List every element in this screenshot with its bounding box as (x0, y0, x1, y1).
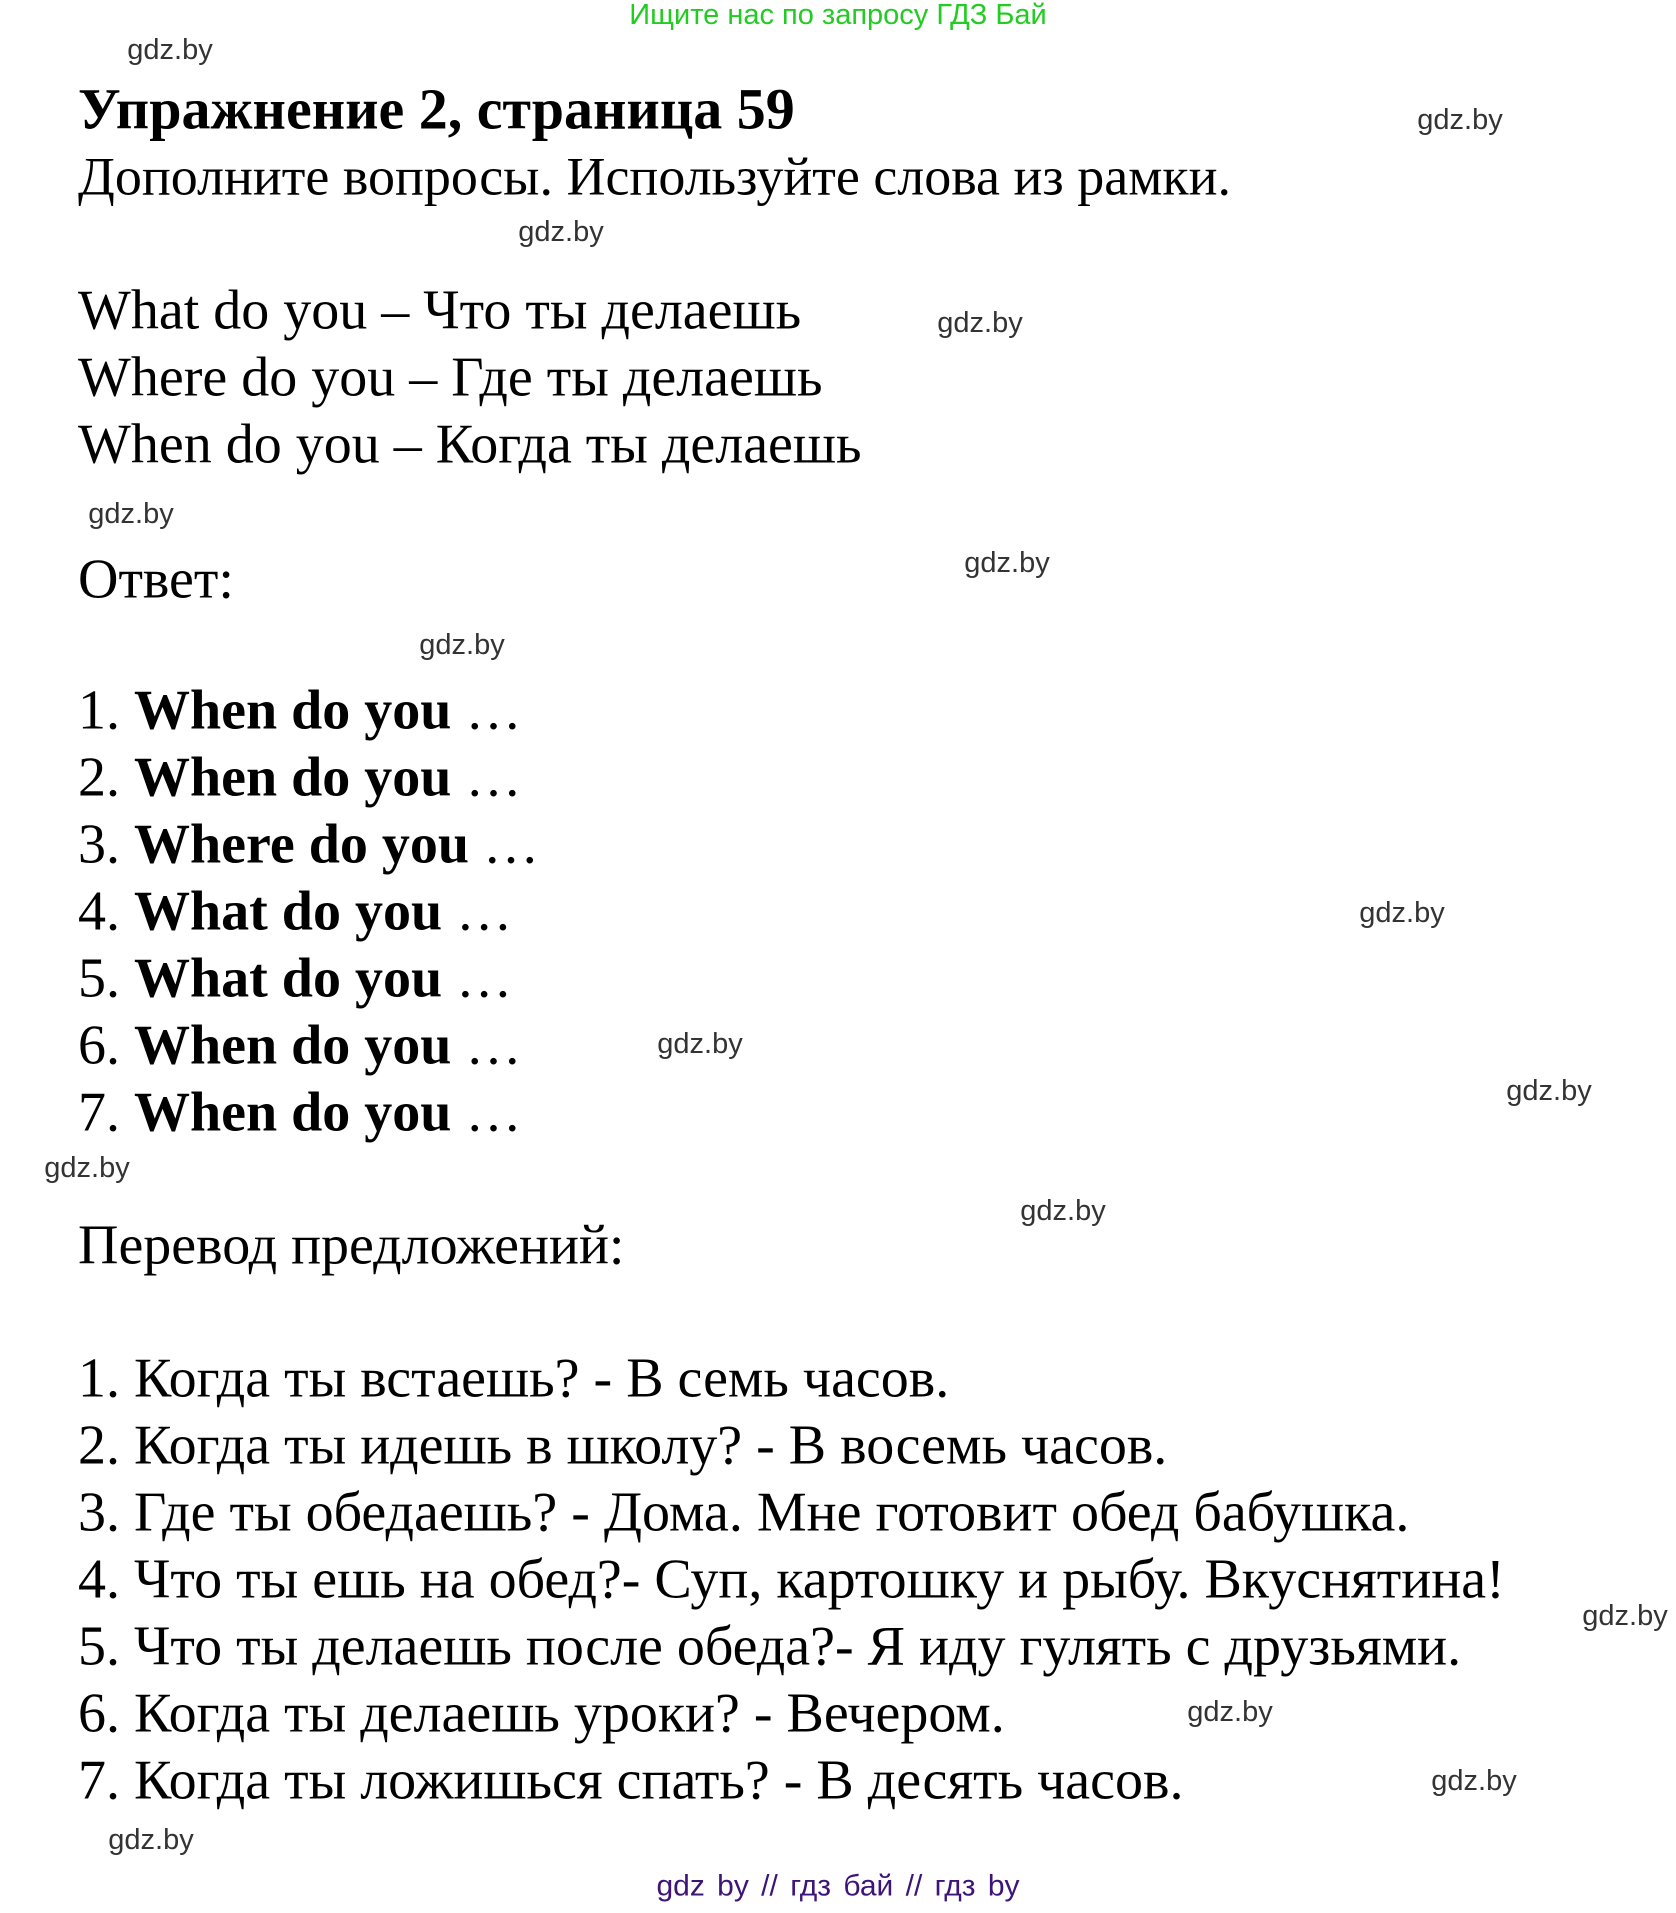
answer-number: 2. (78, 746, 120, 809)
watermark: gdz.by (1417, 103, 1503, 136)
watermark: gdz.by (1359, 896, 1445, 929)
answer-number: 7. (78, 1081, 120, 1144)
watermark: gdz.by (1431, 1764, 1517, 1797)
box-word: When do you – Когда ты делаешь (78, 413, 862, 476)
answer-item (78, 947, 513, 1010)
answer-phrase: When do you (134, 1014, 452, 1077)
watermark: gdz.by (1506, 1074, 1592, 1107)
watermark: gdz.by (1020, 1194, 1106, 1227)
answer-item (78, 813, 539, 876)
translation-line: 4. Что ты ешь на обед?- Суп, картошку и рыбу. Вкуснятина! (78, 1548, 1505, 1611)
answer-number: 5. (78, 947, 120, 1010)
answer-item (78, 880, 513, 943)
answer-ellipsis: … (465, 746, 522, 809)
answer-number: 1. (78, 679, 120, 742)
answer-ellipsis: … (465, 1081, 522, 1144)
answer-item (78, 746, 522, 809)
answer-phrase: Where do you (134, 813, 469, 876)
page-title: Упражнение 2, страница 59 (78, 76, 795, 142)
translation-label: Перевод предложений: (78, 1214, 625, 1277)
watermark: gdz.by (1582, 1599, 1668, 1632)
answer-ellipsis: … (465, 679, 522, 742)
watermark: gdz.by (657, 1027, 743, 1060)
translation-line: 5. Что ты делаешь после обеда?- Я иду гулять с друзьями. (78, 1615, 1462, 1678)
answer-number: 3. (78, 813, 120, 876)
instruction: Дополните вопросы. Используйте слова из рамки. (78, 146, 1232, 207)
answer-ellipsis: … (456, 880, 513, 943)
box-word: Where do you – Где ты делаешь (78, 346, 823, 409)
watermark: gdz.by (88, 497, 174, 530)
watermark: gdz.by (44, 1151, 130, 1184)
translation-line: 2. Когда ты идешь в школу? - В восемь часов. (78, 1414, 1168, 1477)
watermark: gdz.by (1187, 1695, 1273, 1728)
translation-line: 6. Когда ты делаешь уроки? - Вечером. (78, 1682, 1005, 1745)
answer-phrase: What do you (134, 880, 443, 943)
answer-phrase: What do you (134, 947, 443, 1010)
translation-line: 7. Когда ты ложишься спать? - В десять часов. (78, 1749, 1184, 1812)
answer-number: 4. (78, 880, 120, 943)
answer-phrase: When do you (134, 679, 452, 742)
watermark: gdz.by (937, 306, 1023, 339)
watermark: gdz.by (964, 546, 1050, 579)
answer-ellipsis: … (483, 813, 539, 876)
watermark: gdz.by (419, 628, 505, 661)
translation-line: 3. Где ты обедаешь? - Дома. Мне готовит обед бабушка. (78, 1481, 1410, 1544)
translation-line: 1. Когда ты встаешь? - В семь часов. (78, 1347, 950, 1410)
answer-label: Ответ: (78, 548, 234, 611)
answer-phrase: When do you (134, 746, 452, 809)
search-banner: Ищите нас по запросу ГДЗ Бай (629, 0, 1047, 31)
watermark: gdz.by (108, 1823, 194, 1856)
watermark: gdz.by (127, 33, 213, 66)
answer-item (78, 1081, 522, 1144)
answer-item (78, 679, 522, 742)
answer-ellipsis: … (456, 947, 513, 1010)
answer-phrase: When do you (134, 1081, 452, 1144)
answer-item (78, 1014, 522, 1077)
answer-number: 6. (78, 1014, 120, 1077)
watermark: gdz.by (518, 215, 604, 248)
footer-links: gdz by // гдз бай // гдз by (656, 1869, 1020, 1903)
answer-ellipsis: … (465, 1014, 522, 1077)
box-word: What do you – Что ты делаешь (78, 279, 802, 342)
